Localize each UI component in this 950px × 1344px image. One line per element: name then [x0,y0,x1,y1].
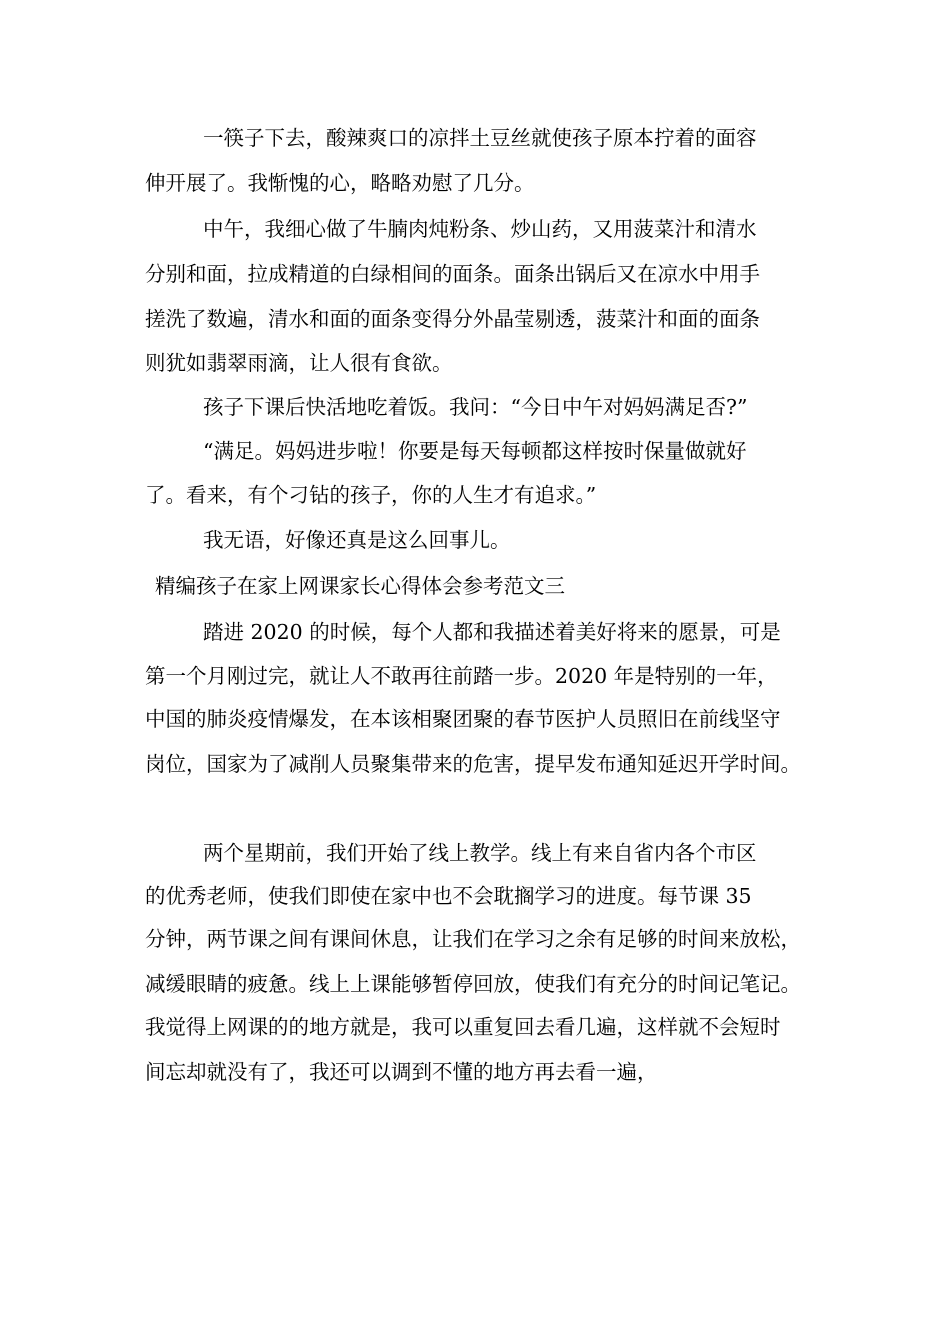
text-line: 则犹如翡翠雨滴，让人很有食欲。 [145,351,453,375]
text-line: 减缓眼睛的疲惫。线上上课能够暂停回放，使我们有充分的时间记笔记。 [145,972,801,996]
text-line: 搓洗了数遍，清水和面的面条变得分外晶莹剔透，菠菜汁和面的面条 [145,307,760,331]
text-line: “满足。妈妈进步啦！你要是每天每顿都这样按时保量做就好 [203,439,747,463]
text-line: 岗位，国家为了减削人员聚集带来的危害，提早发布通知延迟开学时间。 [145,752,801,776]
text-line: 踏进 2020 的时候，每个人都和我描述着美好将来的愿景，可是 [203,620,781,644]
text-line: 我无语，好像还真是这么回事儿。 [203,528,511,552]
text-line: 第一个月刚过完，就让人不敢再往前踏一步。2020 年是特别的一年， [145,664,778,688]
text-line: 了。看来，有个刁钻的孩子，你的人生才有追求。” [145,483,597,507]
text-line: 孩子下课后快活地吃着饭。我问：“今日中午对妈妈满足否?” [203,395,748,419]
text-line: 中国的肺炎疫情爆发，在本该相聚团聚的春节医护人员照旧在前线坚守 [145,707,781,731]
text-line: 伸开展了。我惭愧的心，略略劝慰了几分。 [145,171,535,195]
text-line: 两个星期前，我们开始了线上教学。线上有来自省内各个市区 [203,841,757,865]
section-heading: 精编孩子在家上网课家长心得体会参考范文三 [155,574,565,598]
text-line: 间忘却就没有了，我还可以调到不懂的地方再去看一遍， [145,1060,658,1084]
text-line: 中午，我细心做了牛腩肉炖粉条、炒山药，又用菠菜汁和清水 [203,217,757,241]
text-line: 一筷子下去，酸辣爽口的凉拌土豆丝就使孩子原本拧着的面容 [203,126,757,150]
text-line: 的优秀老师，使我们即使在家中也不会耽搁学习的进度。每节课 35 [145,884,752,908]
text-line: 分别和面，拉成精道的白绿相间的面条。面条出锅后又在凉水中用手 [145,262,760,286]
text-line: 我觉得上网课的的地方就是，我可以重复回去看几遍，这样就不会短时 [145,1015,781,1039]
text-line: 分钟，两节课之间有课间休息，让我们在学习之余有足够的时间来放松， [145,927,801,951]
